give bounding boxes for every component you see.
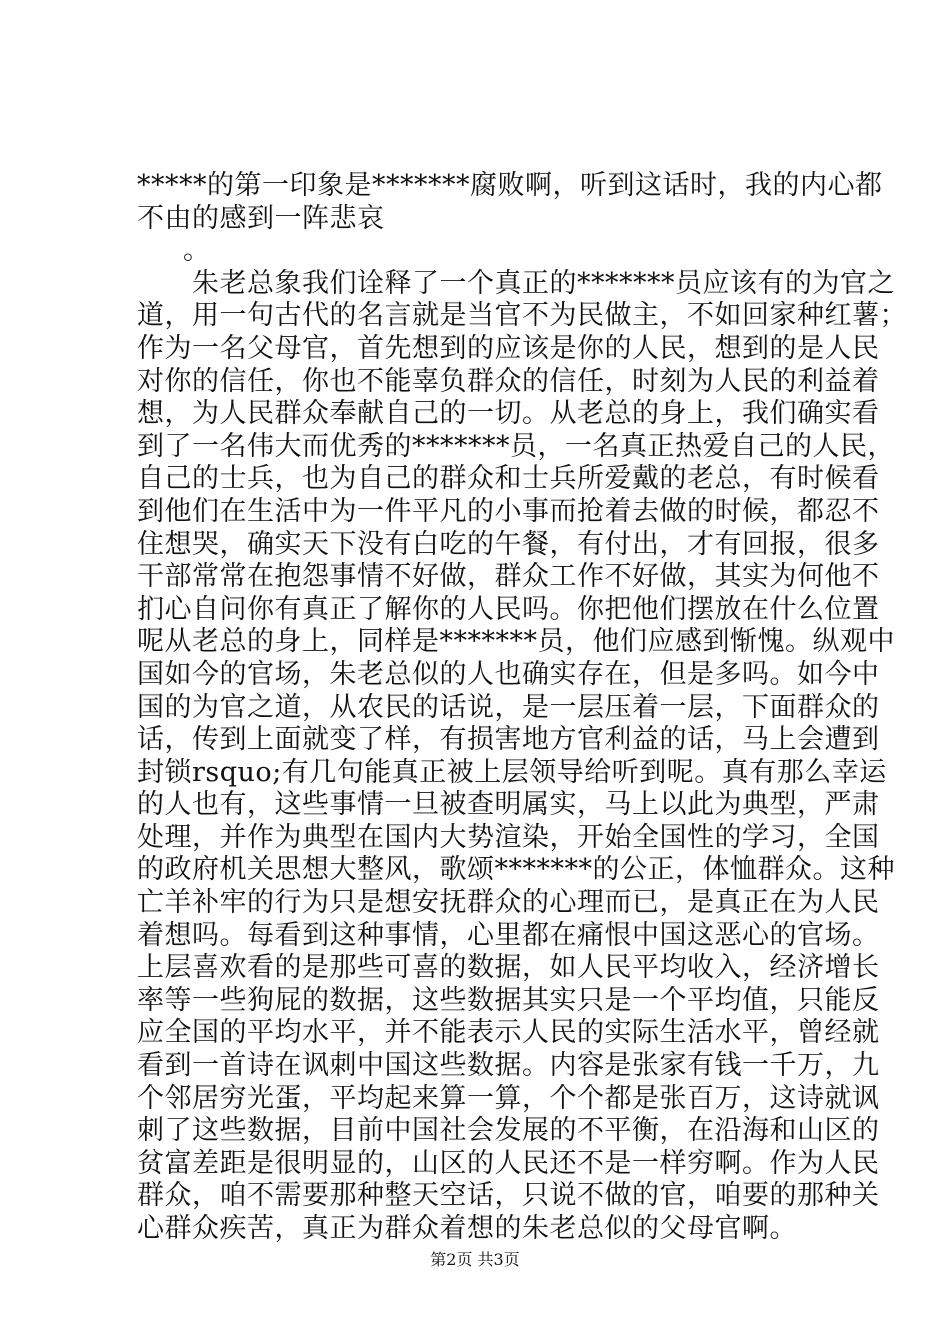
text-line: 国的为官之道，从农民的话说，是一层压着一层，下面群众的 [137,691,880,723]
paragraph [137,267,907,1246]
text-line: 干部常常在抱怨事情不好做，群众工作不好做，其实为何他不 [137,561,880,593]
text-line: 话，传到上面就变了样，有损害地方官利益的话，马上会遭到 [137,724,880,756]
text-line: 的政府机关思想大整风，歌颂*******的公正，体恤群众。这种 [137,854,895,886]
text-line: 朱老总象我们诠释了一个真正的*******员应该有的为官之 [137,267,895,299]
text-line: 着想吗。每看到这种事情，心里都在痛恨中国这恶心的官场。 [137,919,880,951]
document-body [137,170,907,1246]
text-line: 道，用一句古代的名言就是当官不为民做主，不如回家种红薯； [137,300,907,332]
text-line: 贫富差距是很明显的，山区的人民还不是一样穷啊。作为人民 [137,1147,880,1179]
text-line: 对你的信任，你也不能辜负群众的信任，时刻为人民的利益着 [137,365,880,397]
text-line: 自己的士兵，也为自己的群众和士兵所爱戴的老总，有时候看 [137,463,880,495]
text-line: 。 [183,235,211,267]
text-line: 看到一首诗在讽刺中国这些数据。内容是张家有钱一千万，九 [137,1050,880,1082]
text-line: 国如今的官场，朱老总似的人也确实存在，但是多吗。如今中 [137,658,880,690]
text-line: 上层喜欢看的是那些可喜的数据，如人民平均收入，经济增长 [137,952,880,984]
text-line: 不由的感到一阵悲哀 [137,202,385,234]
text-line: 亡羊补牢的行为只是想安抚群众的心理而已，是真正在为人民 [137,887,880,919]
page-number-footer: 第2页 共3页 [430,1250,520,1269]
text-line: 想，为人民群众奉献自己的一切。从老总的身上，我们确实看 [137,398,880,430]
text-line: 群众，咱不需要那种整天空话，只说不做的官，咱要的那种关 [137,1180,880,1212]
text-line: 的人也有，这些事情一旦被查明属实，马上以此为典型，严肃 [137,789,880,821]
text-line: 个邻居穷光蛋，平均起来算一算，个个都是张百万，这诗就讽 [137,1082,880,1114]
text-line: 率等一些狗屁的数据，这些数据其实只是一个平均值，只能反 [137,984,880,1016]
text-line: 到了一名伟大而优秀的*******员，一名真正热爱自己的人民， [137,430,895,462]
text-line: 扪心自问你有真正了解你的人民吗。你把他们摆放在什么位置 [137,593,880,625]
text-line: 呢从老总的身上，同样是*******员，他们应感到惭愧。纵观中 [137,626,895,658]
text-line: *****的第一印象是*******腐败啊，听到这话时，我的内心都 [137,170,883,201]
text-line: 作为一名父母官，首先想到的应该是你的人民，想到的是人民 [137,332,880,364]
text-line: 住想哭，确实天下没有白吃的午餐，有付出，才有回报，很多 [137,528,880,560]
text-line: 到他们在生活中为一件平凡的小事而抢着去做的时候，都忍不 [137,495,880,527]
text-line: 处理，并作为典型在国内大势渲染，开始全国性的学习，全国 [137,821,880,853]
text-line: 封锁rsquo;有几句能真正被上层领导给听到呢。真有那么幸运 [137,756,887,788]
text-line: 心群众疾苦，真正为群众着想的朱老总似的父母官啊。 [137,1213,797,1244]
text-line: 刺了这些数据，目前中国社会发展的不平衡，在沿海和山区的 [137,1115,880,1147]
text-line: 应全国的平均水平，并不能表示人民的实际生活水平，曾经就 [137,1017,880,1049]
